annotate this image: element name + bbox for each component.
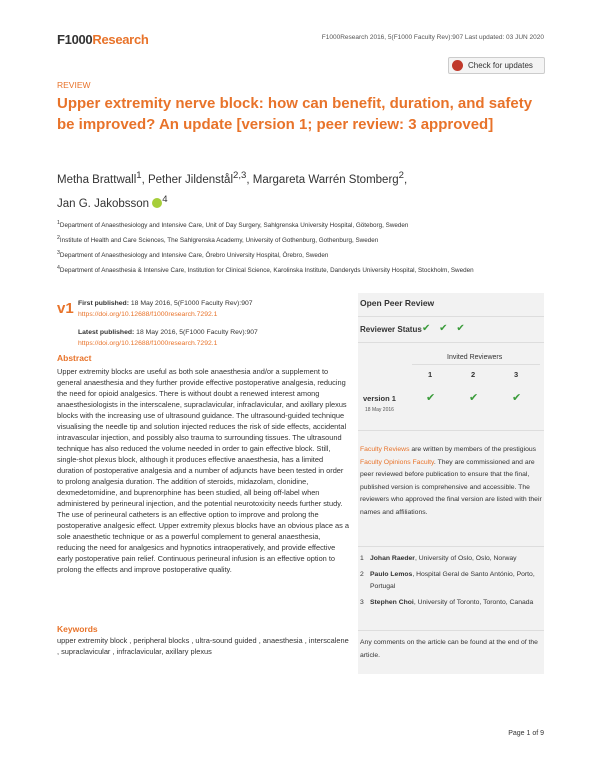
- faculty-opinions-link[interactable]: Faculty Opinions Faculty: [360, 458, 434, 466]
- reviewer-name[interactable]: Stephen Choi: [370, 598, 414, 606]
- faculty-reviews-link[interactable]: Faculty Reviews: [360, 446, 410, 453]
- abstract-heading: Abstract: [57, 353, 92, 363]
- orcid-icon[interactable]: [152, 198, 162, 208]
- invited-reviewers-label: Invited Reviewers: [447, 354, 503, 361]
- version-badge: v1: [57, 300, 74, 317]
- list-item: 3 Stephen Choi, University of Toronto, Toronto, Canada: [360, 598, 534, 606]
- journal-logo: F1000Research: [57, 32, 149, 47]
- article-type: REVIEW: [57, 80, 91, 90]
- page-number: Page 1 of 9: [508, 730, 544, 737]
- reviewer-number: 3: [514, 370, 519, 379]
- reviewer-status-label: Reviewer Status: [360, 325, 422, 334]
- crossmark-icon: [452, 60, 463, 71]
- approved-check-icon[interactable]: ✔: [426, 392, 436, 404]
- list-item: 2 Paulo Lemos, Hospital Geral de Santo António, Porto, Portugal: [360, 570, 535, 590]
- reviewer-name[interactable]: Paulo Lemos: [370, 570, 413, 578]
- open-peer-review-heading: Open Peer Review: [360, 298, 435, 308]
- version-1-date: 18 May 2016: [365, 407, 394, 413]
- check-updates-button[interactable]: Check for updates: [448, 57, 545, 74]
- author-name[interactable]: Jan G. Jakobsson: [57, 197, 150, 210]
- keywords-text: upper extremity block , peripheral blocks , ultra-sound guided , anaesthesia , interscalene , supraclavicular , infraclavicular, axillary plexus: [57, 636, 349, 656]
- keywords-heading: Keywords: [57, 624, 98, 634]
- status-check-icons: ✔ ✔ ✔: [422, 323, 468, 334]
- divider: [412, 364, 540, 365]
- faculty-reviews-note: Faculty Reviews are written by members of the prestigious Faculty Opinions Faculty. They are commissioned and are peer reviewed before publication to ensure that the final, published version is comprehensive and accessible. The reviewers who approved the final version are listed with their names and affiliations.: [360, 446, 542, 516]
- divider: [358, 316, 544, 317]
- first-doi-link[interactable]: https://doi.org/10.12688/f1000research.7292.1: [78, 311, 218, 318]
- author-name[interactable]: Metha Brattwall: [57, 173, 137, 186]
- divider: [358, 546, 544, 547]
- citation-info: F1000Research 2016, 5(F1000 Faculty Rev):907 Last updated: 03 JUN 2020: [321, 34, 544, 41]
- list-item: 1 Johan Raeder, University of Oslo, Oslo, Norway: [360, 555, 517, 562]
- abstract-text: Upper extremity blocks are useful as both sole anaesthesia and/or a supplement to general anaesthesia and they further provide effective postoperative analgesia, reducing the need for opioid analgesics. There is without doubt a renewed interest among anaesthesiologists in the interscalene, supraclavicular, infraclavicular, and axillary plexus blocks with the increasing use of ultrasound guidance. The ultrasound-guided technique visualising the needle tip and solution injected reduces the risk of side effects, accidental intravascular injection, and possibly also trauma to surrounding tissues. The ultrasound technique has also reduced the volume needed in order to gain effective block. Still, single-shot plexus block, although it produces effective anaesthesia, has a limited duration of postoperative analgesia and a number of adjuncts have been tested in order to prolong analgesia duration. The addition of steroids, midazolam, clonidine, dexmedetomidine, and buprenorphine has been studied, all being off-label when administered by perineural injection, and the potential neurotoxicity needs further study. The use of perineural catheters is an effective option to improve and prolong the postoperative analgesic effect. Upper extremity plexus blocks have an obvious place as a sole anaesthetic technique or as a powerful complement to general anaesthesia, reducing the need for analgesics and hypnotics intraoperatively, and provide effective early postoperative pain relief. Continuous perineural infusion is an effective option to prolong the effects and improve postoperative quality.: [57, 367, 349, 574]
- latest-doi-link[interactable]: https://doi.org/10.12688/f1000research.7292.1: [78, 340, 218, 347]
- comments-note: Any comments on the article can be found at the end of the article.: [360, 639, 538, 659]
- affiliations: $^1$Department of Anaesthesiology and Intensive Care, Unit of Day Surgery, Sahlgrenska University Hospital, Göteborg, Sweden $^2$Institute of Health and Care Sciences, The Sahlgrenska Academy, University of Gothenburg, Gothenburg, Sweden $^3$Department of Anaesthesiology and Intensive Care, Örebro University Hospital, Örebro, Sweden $^4$Department of Anaesthesia & Intensive Care, Institution for Clinical Science, Karolinska Institute, Danderyds University Hospital, Stockholm, Sweden: [57, 220, 474, 275]
- author-name[interactable]: Margareta Warrén Stomberg: [252, 173, 399, 186]
- reviewer-number: 1: [428, 370, 433, 379]
- divider: [358, 430, 544, 431]
- publication-info: First published: 18 May 2016, 5(F1000 Faculty Rev):907 https://doi.org/10.12688/f1000research.7292.1 Latest published: 18 May 2016, 5(F1000 Faculty Rev):907 https://doi.org/10.12688/f1000research.7292.1: [78, 300, 258, 347]
- version-1-label[interactable]: version 1: [363, 394, 396, 403]
- reviewer-name[interactable]: Johan Raeder: [370, 555, 415, 562]
- approved-check-icon[interactable]: ✔: [512, 392, 522, 404]
- reviewer-number: 2: [471, 370, 476, 379]
- approved-check-icon[interactable]: ✔: [469, 392, 479, 404]
- divider: [358, 342, 544, 343]
- article-title: Upper extremity nerve block: how can benefit, duration, and safety be improved? An update [version 1; peer review: 3 approved]: [57, 95, 533, 133]
- divider: [358, 630, 544, 631]
- author-name[interactable]: Pether Jildenstål: [147, 173, 234, 186]
- reviewer-list: [360, 553, 544, 612]
- author-list: Metha Brattwall$^1$, Pether Jildenstål$^{2,3}$, Margareta Warrén Stomberg$^2$, Jan G. Jakobsson $^4$: [57, 170, 408, 210]
